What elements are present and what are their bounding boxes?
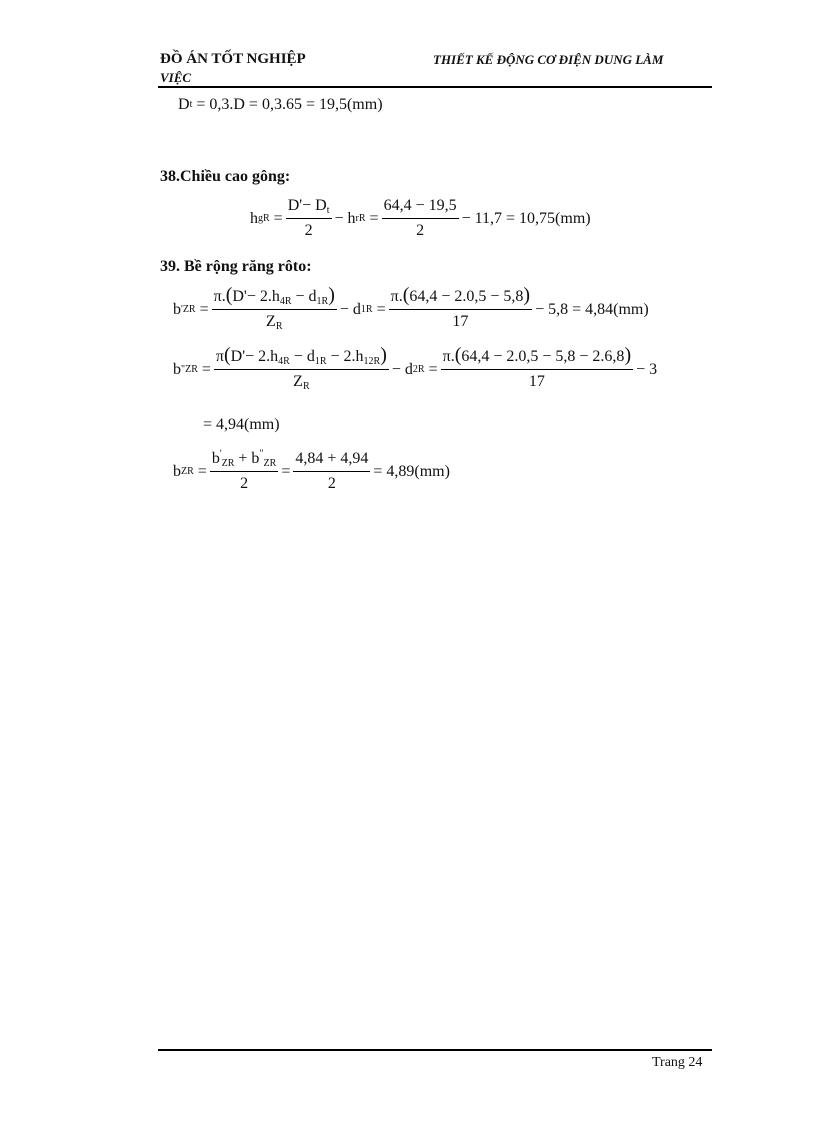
section-39-heading: 39. Bề rộng răng rôto: xyxy=(160,258,312,275)
header-title-left: ĐỒ ÁN TỐT NGHIỆP xyxy=(160,51,306,67)
section-38-heading: 38.Chiều cao gông: xyxy=(160,168,291,185)
fraction: $\frac{\pi(D'- 2.h_{4R} - d_{1R} - 2.h_{12R})}{Z_R}$ xyxy=(215,344,387,392)
header-rule xyxy=(158,86,712,88)
fraction: $\frac{4,84 + 4,94}{2}$ xyxy=(295,450,369,492)
fraction: $\frac{\pi.(D'- 2.h_{4R} - d_{1R})}{Z_R}$ xyxy=(213,284,335,332)
fraction: $\frac{64,4 - 19,5}{2}$ xyxy=(383,197,457,239)
yoke-height-equation: h gR = $\frac{D'- D_t}{2}$ − h rR = $\frac{64,4 - 19,5}{2}$ − 11,7 = 10,75(mm) xyxy=(250,197,591,239)
tooth-width-1-equation: b ' ZR = $\frac{\pi.(D'- 2.h_{4R} - d_{1R})}{Z_R}$ − d 1R = $\frac{\pi.(64,4 - 2.0,5 - 5,8)}{17}$ − 5,8 = 4,84(mm) xyxy=(173,284,649,332)
tooth-width-2-result: = 4,94(mm) xyxy=(203,416,280,433)
tooth-width-average-equation: b ZR = $\frac{b'_{ZR} + b^"_{ZR}}{2}$ = $\frac{4,84 + 4,94}{2}$ = 4,89(mm) xyxy=(173,448,450,492)
page-number: Trang 24 xyxy=(652,1055,703,1070)
tooth-width-2-equation: b " ZR = $\frac{\pi(D'- 2.h_{4R} - d_{1R} - 2.h_{12R})}{Z_R}$ − d 2R = $\frac{\pi.(64,4 - 2.0,5 - 5,8 - 2.6,8)}{17}$ − 3 xyxy=(173,344,658,392)
fraction: $\frac{b'_{ZR} + b^"_{ZR}}{2}$ xyxy=(211,448,277,492)
fraction: $\frac{\pi.(64,4 - 2.0,5 - 5,8 - 2.6,8)}{17}$ xyxy=(442,344,632,390)
fraction: $\frac{D'- D_t}{2}$ xyxy=(287,197,330,239)
fraction: $\frac{\pi.(64,4 - 2.0,5 - 5,8)}{17}$ xyxy=(390,284,531,330)
footer-rule xyxy=(158,1049,712,1051)
header-title-right: THIẾT KẾ ĐỘNG CƠ ĐIỆN DUNG LÀM xyxy=(433,52,664,67)
header-title-left-continued: VIỆC xyxy=(160,70,192,85)
dt-equation: D t = 0,3.D = 0,3.65 = 19,5(mm) xyxy=(178,96,383,113)
